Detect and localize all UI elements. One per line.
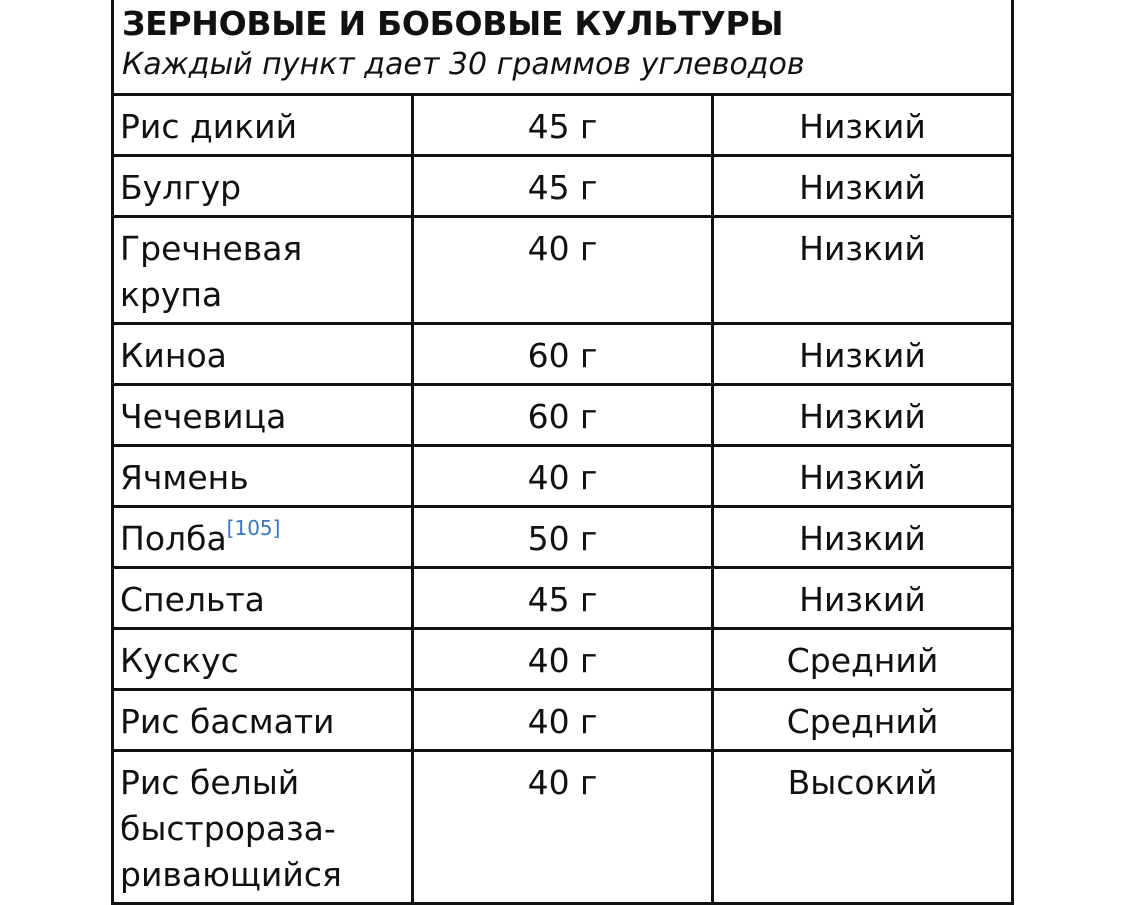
food-name: Ячмень [120, 458, 249, 497]
table-row [113, 568, 1013, 629]
table-header-row [113, 0, 1013, 95]
food-name: Чечевица [120, 397, 287, 436]
portion-weight-cell: 40 г [413, 217, 713, 324]
food-name-cell [113, 156, 413, 217]
food-name-cell [113, 507, 413, 568]
food-name-cell [113, 751, 413, 904]
portion-weight-cell: 60 г [413, 324, 713, 385]
glycemic-index-cell: Низкий [713, 324, 1013, 385]
food-name: Киноа [120, 336, 227, 375]
portion-weight-cell: 50 г [413, 507, 713, 568]
portion-weight-cell: 40 г [413, 629, 713, 690]
food-name-cell [113, 629, 413, 690]
portion-weight-cell: 40 г [413, 446, 713, 507]
portion-weight-cell: 45 г [413, 156, 713, 217]
glycemic-index-cell: Низкий [713, 156, 1013, 217]
table-row [113, 217, 1013, 324]
table-header-cell [113, 0, 1013, 95]
food-name: Кускус [120, 641, 239, 680]
glycemic-index-cell: Низкий [713, 568, 1013, 629]
table-row [113, 324, 1013, 385]
food-name-cell [113, 95, 413, 156]
food-name-cell [113, 690, 413, 751]
table-row [113, 690, 1013, 751]
glycemic-index-cell: Низкий [713, 446, 1013, 507]
table-row [113, 446, 1013, 507]
footnote-reference-link[interactable]: [105] [226, 516, 281, 540]
food-name: Спельта [120, 580, 265, 619]
portion-weight-cell: 45 г [413, 568, 713, 629]
food-name: Полба [120, 519, 227, 558]
food-name: Рис белый быстрораза- ривающийся [120, 763, 342, 894]
food-name-cell [113, 446, 413, 507]
glycemic-index-cell: Высокий [713, 751, 1013, 904]
glycemic-index-cell: Средний [713, 690, 1013, 751]
table-subtitle: Каждый пункт дает 30 граммов углеводов [122, 47, 805, 82]
carbs-table-container [111, 0, 1014, 905]
carbs-table [111, 0, 1014, 905]
table-row [113, 507, 1013, 568]
portion-weight-cell: 40 г [413, 690, 713, 751]
food-name-cell [113, 324, 413, 385]
table-row [113, 629, 1013, 690]
food-name-cell [113, 217, 413, 324]
glycemic-index-cell: Низкий [713, 95, 1013, 156]
table-row [113, 95, 1013, 156]
portion-weight-cell: 60 г [413, 385, 713, 446]
table-row [113, 385, 1013, 446]
glycemic-index-cell: Низкий [713, 507, 1013, 568]
food-name: Булгур [120, 168, 242, 207]
food-name-cell [113, 568, 413, 629]
food-name: Гречневая крупа [120, 229, 303, 314]
table-row [113, 751, 1013, 904]
glycemic-index-cell: Средний [713, 629, 1013, 690]
glycemic-index-cell: Низкий [713, 217, 1013, 324]
food-name: Рис дикий [120, 107, 298, 146]
glycemic-index-cell: Низкий [713, 385, 1013, 446]
food-name-cell [113, 385, 413, 446]
portion-weight-cell: 40 г [413, 751, 713, 904]
food-name: Рис басмати [120, 702, 335, 741]
table-title: ЗЕРНОВЫЕ И БОБОВЫЕ КУЛЬТУРЫ [122, 4, 784, 43]
portion-weight-cell: 45 г [413, 95, 713, 156]
table-row [113, 156, 1013, 217]
